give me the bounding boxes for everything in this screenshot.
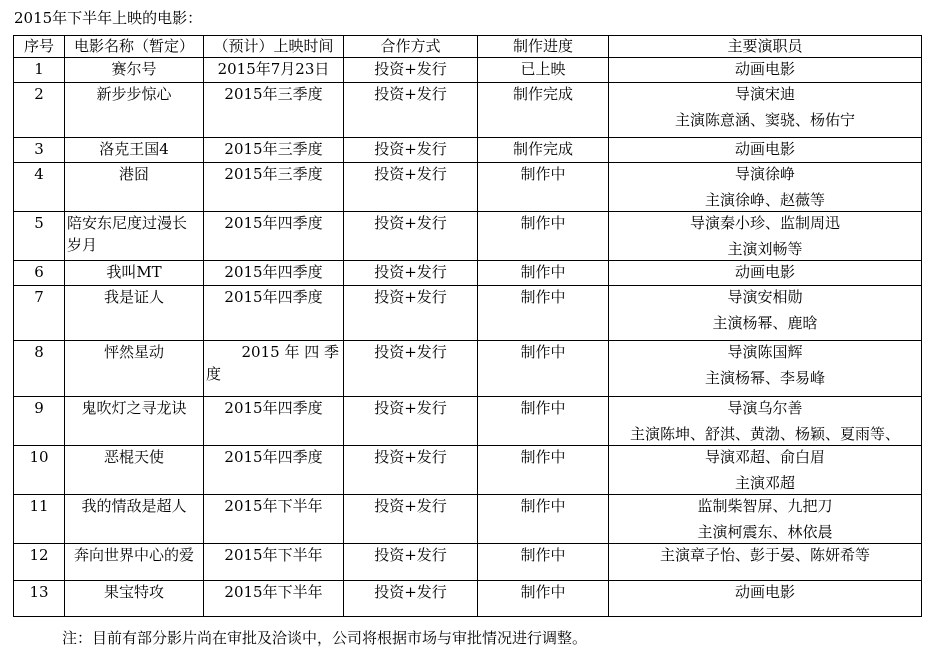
- cell-release-date: [204, 341, 344, 397]
- cell-cast: [609, 138, 922, 163]
- table-row: [14, 581, 922, 617]
- cell-cooperation: 投资+发行: [344, 138, 478, 163]
- cell-film-title: [65, 544, 204, 581]
- cell-cooperation: 投资+发行: [344, 212, 478, 261]
- cell-release-date: [204, 286, 344, 341]
- cast-line: 导演秦小珍、监制周迅: [689, 214, 840, 232]
- cast-line: 主演杨幂、鹿晗: [712, 314, 818, 332]
- cell-progress: 制作中: [478, 397, 609, 446]
- cell-cooperation: 投资+发行: [344, 341, 478, 397]
- table-row: [14, 495, 922, 544]
- table-row: [14, 341, 922, 397]
- cell-release-date: [204, 446, 344, 495]
- release-date-line: 2015年三季度: [224, 140, 323, 158]
- cell-film-title: [65, 261, 204, 286]
- cell-number: 6: [14, 261, 65, 286]
- cell-number: 11: [14, 495, 65, 544]
- film-title-line: 陪安东尼度过漫长: [67, 214, 188, 232]
- cell-film-title: [65, 397, 204, 446]
- cell-cast: [609, 58, 922, 83]
- cell-release-date: [204, 581, 344, 617]
- cell-release-date: [204, 261, 344, 286]
- cell-progress: 制作完成: [478, 83, 609, 138]
- film-release-table: [13, 35, 922, 617]
- cell-film-title: [65, 163, 204, 212]
- table-row: [14, 397, 922, 446]
- film-title-line: 新步步惊心: [96, 85, 172, 103]
- cell-release-date: [204, 138, 344, 163]
- film-title-line: 我的情敌是超人: [81, 497, 187, 515]
- release-date-line: 2015年四季度: [224, 448, 323, 466]
- cell-cooperation: 投资+发行: [344, 495, 478, 544]
- film-title-line: 赛尔号: [111, 60, 157, 78]
- cell-cast: [609, 261, 922, 286]
- cell-film-title: [65, 341, 204, 397]
- cast-line: 动画电影: [734, 263, 795, 281]
- cell-progress: 制作中: [478, 581, 609, 617]
- cell-cast: [609, 495, 922, 544]
- cell-release-date: [204, 212, 344, 261]
- cast-line: 导演安相勋: [727, 288, 803, 306]
- cell-film-title: [65, 83, 204, 138]
- table-row: [14, 261, 922, 286]
- release-date-line: 2015 年 四 季: [241, 343, 339, 361]
- cell-release-date: [204, 544, 344, 581]
- cell-cooperation: 投资+发行: [344, 446, 478, 495]
- release-date-line: 2015年三季度: [224, 165, 323, 183]
- cell-number: 13: [14, 581, 65, 617]
- cell-number: 4: [14, 163, 65, 212]
- cell-cooperation: 投资+发行: [344, 163, 478, 212]
- table-row: [14, 544, 922, 581]
- cell-cooperation: 投资+发行: [344, 83, 478, 138]
- cell-cooperation: 投资+发行: [344, 581, 478, 617]
- cell-number: 3: [14, 138, 65, 163]
- cell-film-title: [65, 495, 204, 544]
- cell-release-date: [204, 58, 344, 83]
- cell-number: 5: [14, 212, 65, 261]
- film-title-line: 奔向世界中心的爱: [73, 546, 194, 564]
- header-number: 序号: [14, 36, 65, 58]
- film-title-line: 果宝特攻: [103, 583, 164, 601]
- cell-progress: 制作中: [478, 163, 609, 212]
- film-title-line: 恶棍天使: [103, 448, 164, 466]
- cast-line: 监制柴智屏、九把刀: [697, 497, 833, 515]
- cell-film-title: [65, 138, 204, 163]
- cell-film-title: [65, 446, 204, 495]
- cell-number: 1: [14, 58, 65, 83]
- table-row: [14, 212, 922, 261]
- cell-release-date: [204, 163, 344, 212]
- table-row: [14, 286, 922, 341]
- cell-release-date: [204, 495, 344, 544]
- cast-line: 主演陈坤、舒淇、黄渤、杨颖、夏雨等、: [629, 425, 900, 443]
- release-date-line: 2015年三季度: [224, 85, 323, 103]
- cell-progress: 制作中: [478, 446, 609, 495]
- release-date-line: 2015年四季度: [224, 399, 323, 417]
- cell-progress: 制作中: [478, 341, 609, 397]
- cast-line: 主演柯震东、林依晨: [697, 523, 833, 541]
- cast-line: 导演陈国辉: [727, 343, 803, 361]
- header-progress: 制作进度: [478, 36, 609, 58]
- release-date-line: 度: [206, 365, 222, 383]
- header-cooperation: 合作方式: [344, 36, 478, 58]
- cell-release-date: [204, 83, 344, 138]
- cell-cast: [609, 544, 922, 581]
- cell-cast: [609, 397, 922, 446]
- cell-number: 9: [14, 397, 65, 446]
- cast-line: 导演乌尔善: [727, 399, 803, 417]
- header-release-date: （预计）上映时间: [204, 36, 344, 58]
- cast-line: 导演徐峥: [734, 165, 795, 183]
- cast-line: 主演章子怡、彭于晏、陈妍希等: [659, 546, 870, 564]
- release-date-line: 2015年四季度: [224, 263, 323, 281]
- cell-film-title: [65, 212, 204, 261]
- film-title-line: 洛克王国4: [99, 140, 169, 158]
- table-row: [14, 446, 922, 495]
- header-cast: 主要演职员: [609, 36, 922, 58]
- cell-number: 7: [14, 286, 65, 341]
- film-title-line: 我是证人: [103, 288, 164, 306]
- cell-cooperation: 投资+发行: [344, 544, 478, 581]
- cast-line: 主演陈意涵、窦骁、杨佑宁: [674, 111, 855, 129]
- table-row: [14, 138, 922, 163]
- cell-number: 10: [14, 446, 65, 495]
- film-title-line: 怦然星动: [103, 343, 164, 361]
- film-title-line: 港囧: [118, 165, 149, 183]
- cast-line: 导演宋迪: [734, 85, 795, 103]
- cell-cooperation: 投资+发行: [344, 397, 478, 446]
- cast-line: 主演杨幂、李易峰: [704, 369, 825, 387]
- film-title-line: 我叫MT: [106, 263, 162, 281]
- table-row: [14, 83, 922, 138]
- cell-film-title: [65, 286, 204, 341]
- cell-progress: 制作完成: [478, 138, 609, 163]
- cell-progress: 已上映: [478, 58, 609, 83]
- cell-release-date: [204, 397, 344, 446]
- cell-cooperation: 投资+发行: [344, 286, 478, 341]
- cast-line: 动画电影: [734, 140, 795, 158]
- cell-cast: [609, 83, 922, 138]
- cell-number: 8: [14, 341, 65, 397]
- cell-progress: 制作中: [478, 261, 609, 286]
- release-date-line: 2015年下半年: [224, 497, 323, 515]
- cell-number: 12: [14, 544, 65, 581]
- release-date-line: 2015年7月23日: [217, 60, 330, 78]
- film-title-line: 岁月: [67, 236, 98, 254]
- cell-progress: 制作中: [478, 286, 609, 341]
- header-film-title: 电影名称（暂定）: [65, 36, 204, 58]
- cell-progress: 制作中: [478, 212, 609, 261]
- cell-cast: [609, 163, 922, 212]
- table-row: [14, 58, 922, 83]
- table-row: [14, 163, 922, 212]
- cast-line: 导演邓超、俞白眉: [704, 448, 825, 466]
- release-date-line: 2015年四季度: [224, 288, 323, 306]
- cell-cast: [609, 446, 922, 495]
- release-date-line: 2015年下半年: [224, 583, 323, 601]
- cast-line: 动画电影: [734, 583, 795, 601]
- cell-cast: [609, 212, 922, 261]
- cast-line: 主演邓超: [734, 474, 795, 492]
- table-body: [14, 58, 922, 617]
- cast-line: 主演刘畅等: [727, 240, 803, 258]
- cast-line: 动画电影: [734, 60, 795, 78]
- cell-number: 2: [14, 83, 65, 138]
- cast-line: 主演徐峥、赵薇等: [704, 191, 825, 209]
- cell-cast: [609, 581, 922, 617]
- cell-film-title: [65, 581, 204, 617]
- cell-film-title: [65, 58, 204, 83]
- cell-cooperation: 投资+发行: [344, 261, 478, 286]
- footnote: 注：目前有部分影片尚在审批及洽谈中，公司将根据市场与审批情况进行调整。: [62, 629, 588, 647]
- release-date-line: 2015年四季度: [224, 214, 323, 232]
- release-date-line: 2015年下半年: [224, 546, 323, 564]
- table-caption: 2015年下半年上映的电影：: [14, 9, 203, 27]
- film-title-line: 鬼吹灯之寻龙诀: [81, 399, 187, 417]
- cell-cast: [609, 286, 922, 341]
- cell-progress: 制作中: [478, 495, 609, 544]
- cell-progress: 制作中: [478, 544, 609, 581]
- cell-cast: [609, 341, 922, 397]
- table-header-row: [14, 36, 922, 58]
- cell-cooperation: 投资+发行: [344, 58, 478, 83]
